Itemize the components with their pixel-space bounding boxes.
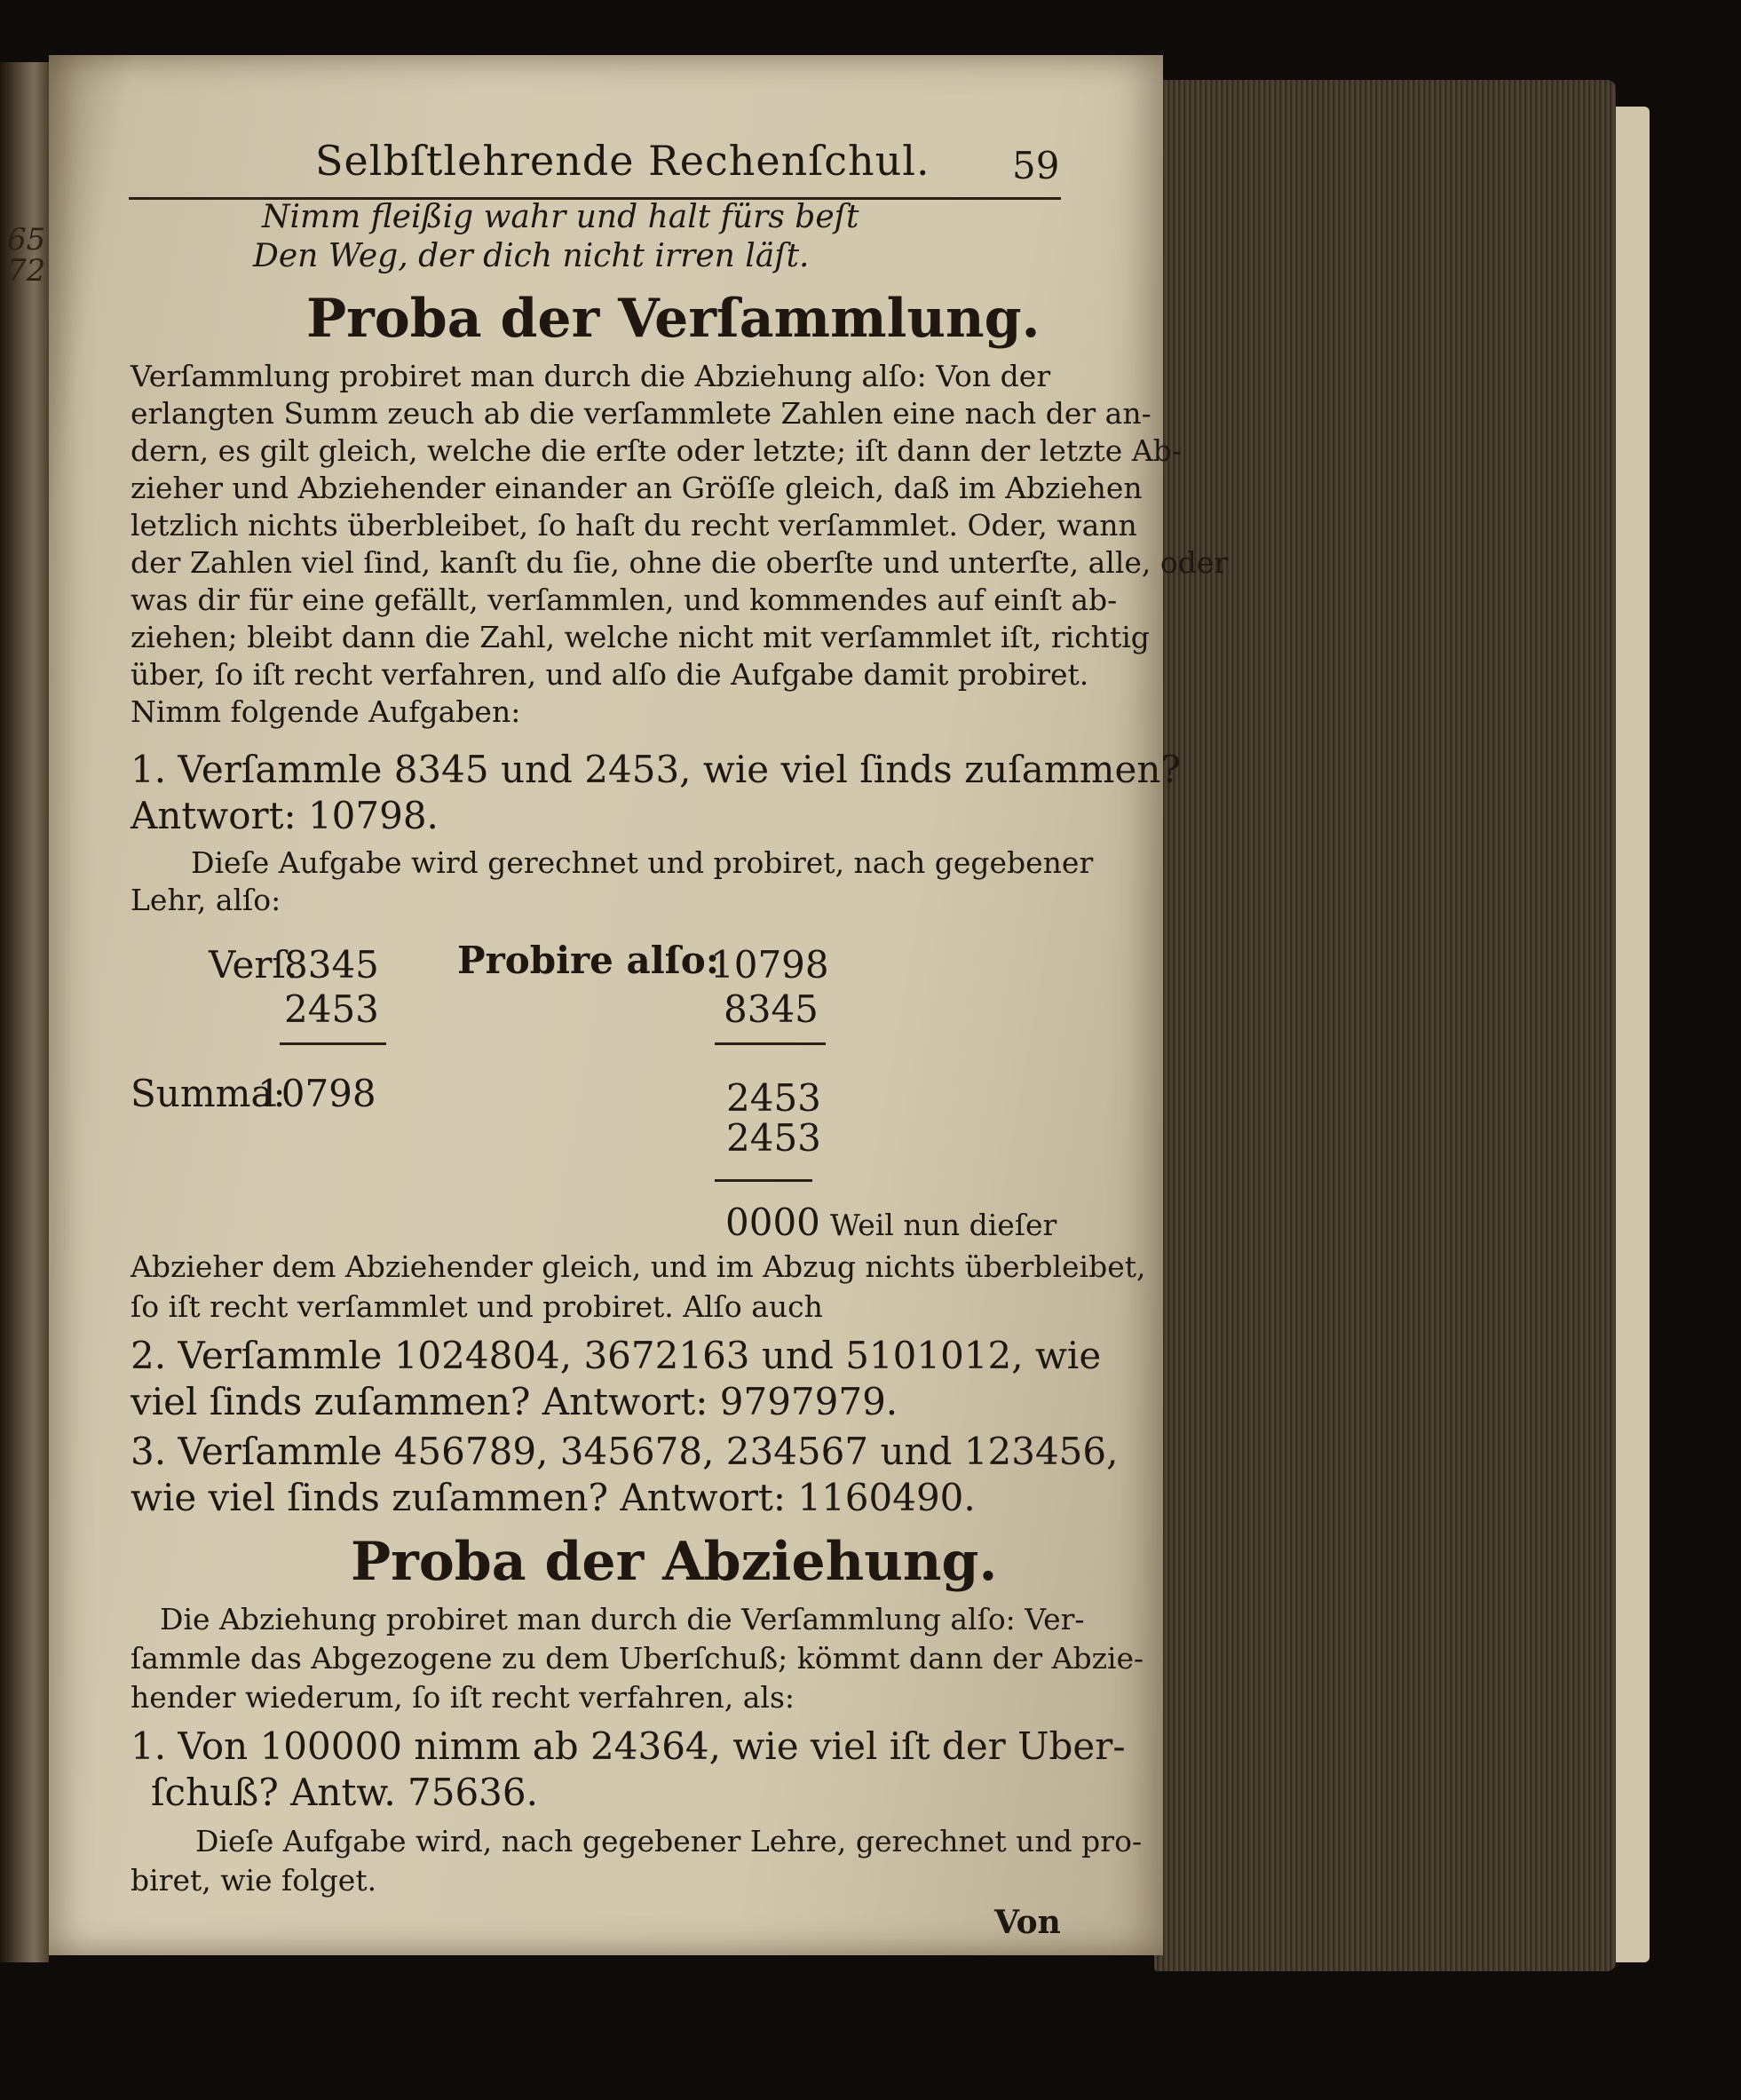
text-line: letzlich nichts überbleibet, ſo haſt du recht verſammlet. Oder, wann [131, 508, 1137, 543]
problem-line: ſchuß? Antw. 75636. [151, 1771, 538, 1814]
text-line: dern, es gilt gleich, welche die erſte oder letzte; iſt dann der letzte Ab- [131, 433, 1182, 468]
text-line: Dieſe Aufgabe wird, nach gegebener Lehre, gerechnet und pro- [195, 1824, 1143, 1858]
text-line: Lehr, alſo: [131, 883, 281, 917]
section-heading: Proba der Abziehung. [351, 1531, 998, 1593]
text-line: Abzieher dem Abziehender gleich, und im Abzug nichts überbleibet, [131, 1249, 1146, 1284]
problem-line: 3. Verſammle 456789, 345678, 234567 und 123456, [131, 1430, 1119, 1473]
problem-line: viel ſinds zuſammen? Antwort: 9797979. [131, 1380, 898, 1423]
text-line: der Zahlen viel ſind, kanſt du ſie, ohne die oberſte und unterſte, alle, oder [131, 545, 1229, 580]
text-line: Weil nun dieſer [830, 1208, 1057, 1242]
book-page [49, 55, 1229, 1955]
text-line: hender wiederum, ſo iſt recht verfahren, als: [131, 1680, 795, 1715]
margin-note: 72 [7, 253, 46, 289]
margin-note: 65 [7, 222, 46, 258]
calc-label: Probire alſo: [457, 939, 720, 982]
text-line: ſo iſt recht verſammlet und probiret. Alſo auch [131, 1289, 823, 1324]
section-heading: Proba der Verſammlung. [306, 288, 1041, 350]
text-line: ziehen; bleibt dann die Zahl, welche nicht mit verſammlet iſt, richtig [131, 620, 1150, 654]
problem-line: 2. Verſammle 1024804, 3672163 und 5101012, wie [131, 1334, 1102, 1377]
problem-line: Antwort: 10798. [131, 794, 439, 837]
text-line: Nimm folgende Aufgaben: [131, 694, 521, 729]
calc-number: 10798 [710, 943, 829, 987]
text-line: Verſammlung probiret man durch die Abziehung alſo: Von der [131, 359, 1051, 393]
running-header: Selbſtlehrende Rechenſchul. [315, 137, 930, 185]
catchword: Von [994, 1904, 1061, 1941]
page-number: 59 [1012, 144, 1060, 187]
left-page-edge [0, 62, 49, 1962]
problem-line: 1. Von 100000 nimm ab 24364, wie viel iſt der Uber- [131, 1724, 1126, 1768]
text-line: Die Abziehung probiret man durch die Verſammlung alſo: Ver- [160, 1602, 1085, 1636]
calc-number: 0000 [725, 1201, 820, 1244]
verse-line: Nimm fleißig wahr und halt fürs beſt [262, 199, 859, 235]
calc-number: 2453 [726, 1076, 821, 1120]
text-line: ſammle das Abgezogene zu dem Uberſchuß; kömmt dann der Abzie- [131, 1641, 1144, 1676]
calc-number: 8345 [724, 987, 819, 1031]
page-edges [1154, 80, 1616, 1971]
text-line: über, ſo iſt recht verfahren, und alſo die Aufgabe damit probiret. [131, 657, 1089, 692]
calc-rule [715, 1042, 826, 1045]
text-line: biret, wie folget. [131, 1863, 377, 1898]
calc-label: Verſ. [209, 943, 298, 987]
calc-rule [715, 1179, 812, 1182]
calc-number: 10798 [257, 1072, 376, 1115]
problem-line: wie viel ſinds zuſammen? Antwort: 1160490. [131, 1476, 976, 1519]
text-line: erlangten Summ zeuch ab die verſammlete Zahlen eine nach der an- [131, 396, 1151, 431]
text-line: Dieſe Aufgabe wird gerechnet und probiret, nach gegebener [191, 845, 1094, 880]
problem-line: 1. Verſammle 8345 und 2453, wie viel ſinds zuſammen? [131, 748, 1181, 791]
calc-label: Summa: [131, 1072, 286, 1115]
text-line: zieher und Abziehender einander an Gröſſe gleich, daß im Abziehen [131, 471, 1143, 505]
text-line: was dir für eine gefällt, verſammlen, und kommendes auf einſt ab- [131, 582, 1118, 617]
calc-number: 8345 [284, 943, 379, 987]
calc-number: 2453 [284, 987, 379, 1031]
calc-rule [280, 1042, 386, 1045]
verse-line: Den Weg, der dich nicht irren läſt. [253, 238, 810, 274]
calc-number: 2453 [726, 1116, 821, 1160]
